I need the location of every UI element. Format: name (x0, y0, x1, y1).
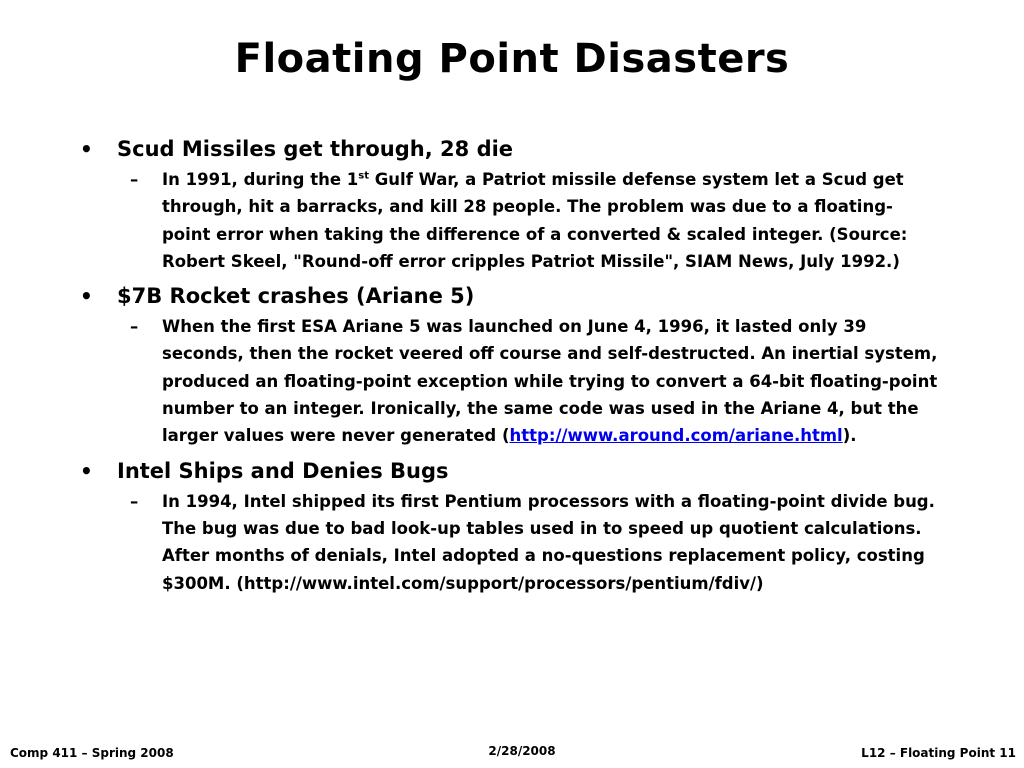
sub-text-part: Gulf War, a Patriot missile defense system let a Scud get through, hit a barracks, and kill 28 people. The problem was due to a floating-point error when taking the difference of a converted & scaled integer. (Source: Robert Skeel, "Round-off error cripples Patriot Missile", SIAM News, July 1992.) (162, 170, 908, 271)
bullet-dot: • (80, 137, 93, 161)
sub-text-part: In 1991, during the 1 (162, 170, 359, 189)
superscript-st: st (358, 170, 370, 182)
bullet-dot: • (80, 458, 93, 483)
bullet-intel-bugs (0, 456, 1024, 486)
bullet-heading: Intel Ships and Denies Bugs (117, 458, 449, 483)
sub-bullet-intel-details (0, 488, 1024, 597)
bullet-heading: $7B Rocket crashes (Ariane 5) (117, 284, 475, 309)
slide-title: Floating Point Disasters (234, 36, 790, 82)
sub-dash: – (130, 491, 139, 511)
sub-text-part: ). (842, 426, 857, 446)
bullet-list (0, 134, 1024, 603)
bullet-ariane-5 (0, 281, 1024, 311)
footer-course: Comp 411 – Spring 2008 (10, 746, 174, 760)
sub-bullet-ariane-details (0, 313, 1024, 449)
sub-dash: – (130, 317, 139, 337)
sub-bullet-scud-details (0, 166, 1024, 275)
footer-lecture-page: L12 – Floating Point 11 (861, 746, 1016, 760)
bullet-heading: Scud Missiles get through, 28 die (117, 137, 514, 161)
footer-date: 2/28/2008 (488, 744, 556, 758)
sub-text-part: In 1994, Intel shipped its first Pentium processors with a floating-point divide bug. The bug was due to bad look-up tables used in to speed up quotient calculations. After months of denials, Intel adopted a no-questions replacement policy, costing $300M. (http://www.intel.com/support/processors/pentium/fdiv/) (162, 491, 935, 593)
bullet-dot: • (80, 284, 93, 309)
ariane-link[interactable]: http://www.around.com/ariane.html (509, 426, 843, 446)
sub-dash: – (130, 170, 139, 189)
bullet-scud-missiles (0, 134, 1024, 164)
sub-text-part: When the first ESA Ariane 5 was launched on June 4, 1996, it lasted only 39 seconds, then the rocket veered off course and self-destructed. An inertial system, produced an floating-point exception while trying to convert a 64-bit floating-point number to an integer. Ironically, the same code was used in the Ariane 4, but the larger values were never generated ( (162, 317, 938, 446)
